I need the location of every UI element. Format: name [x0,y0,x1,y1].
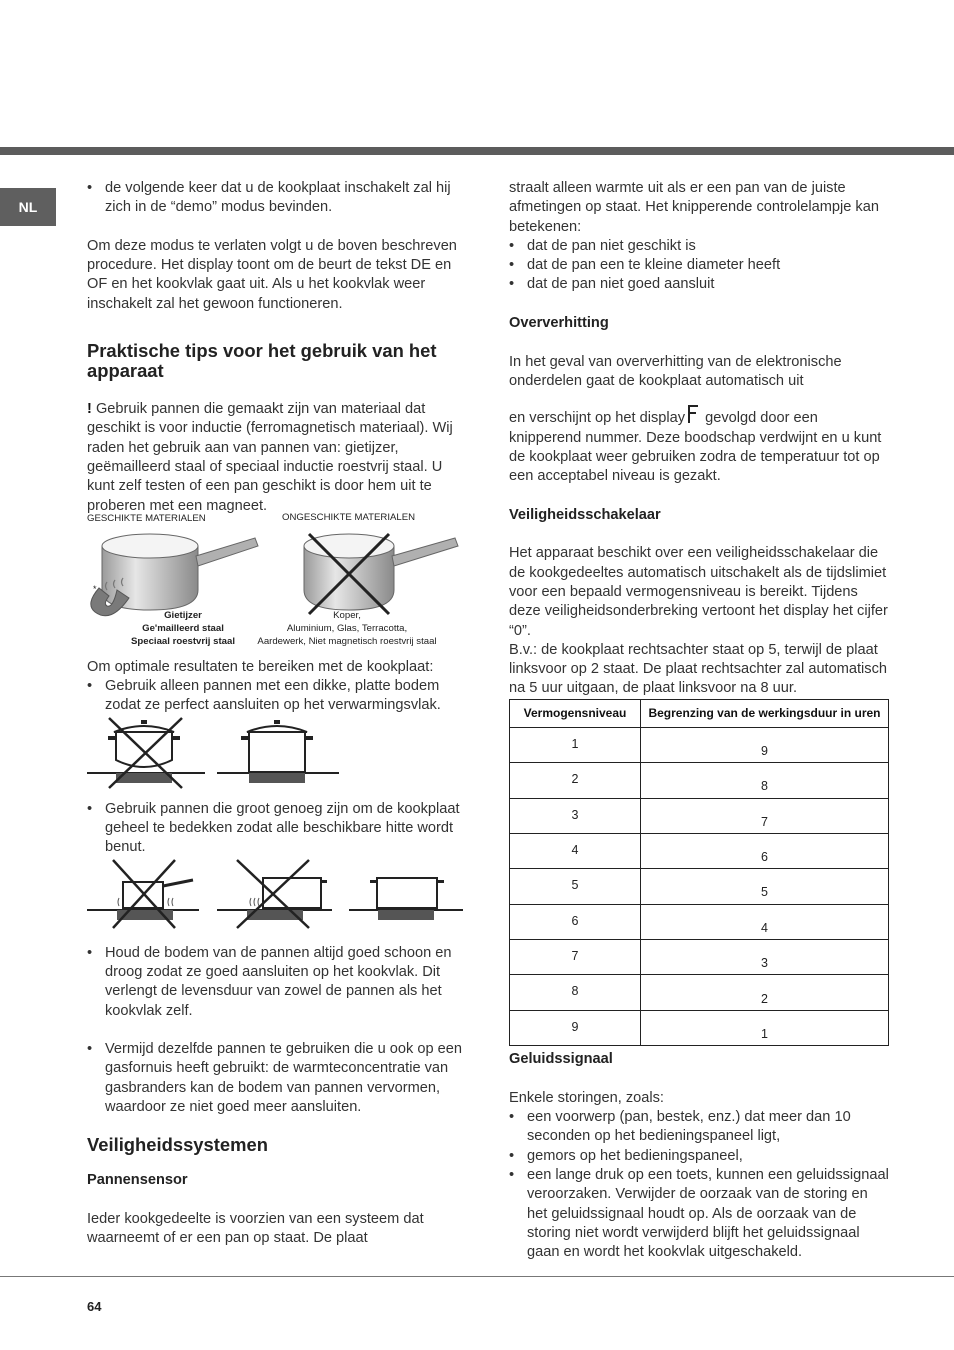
suitable-item: Ge'mailleerd staal [142,622,224,634]
suitable-item: Gietijzer [164,609,202,621]
safety-switch-heading: Veiligheidsschakelaar [509,506,661,523]
table-header-row [510,699,889,727]
power-level-cell: 7 [510,940,641,975]
power-level-cell: 2 [510,763,641,798]
tips-intro [87,400,467,516]
demo-exit-paragraph: Om deze modus te verlaten volgt u de boven beschreven procedure. Het display toont om de beurt de tekst DE en OF en het kookvlak gaat uit. Als u het kookvlak weer inschakelt zal het gewoon functioneren. [87,237,457,312]
materials-figure [87,511,467,658]
overheat-display-pre: en verschijnt op het display [509,410,686,427]
warning-mark: ! [87,401,92,418]
optimal-intro: Om optimale resultaten te bereiken met de kookplaat: [87,658,434,675]
table-row [510,1010,889,1045]
language-tab: NL [0,188,56,226]
sensor-bullet: • dat de pan niet goed aansluit [509,275,889,294]
duration-hours-cell: 2 [641,975,889,1010]
table-header-cell: Vermogensniveau [510,699,641,727]
overheat-heading: Oververhitting [509,315,609,332]
pan-size-bullet: • Gebruik pannen die groot genoeg zijn om de kookplaat geheel te bedekken zodat alle beschikbare hitte wordt benut. [87,800,467,858]
power-level-cell: 6 [510,904,641,939]
power-limit-table [509,699,889,1047]
asterisk-label: * [93,583,97,594]
table-row [510,940,889,975]
suitable-materials-list [123,609,243,648]
right-column [509,179,889,1263]
header-bar [0,147,954,155]
unsuitable-item: Koper, [333,609,361,621]
duration-hours-cell: 1 [641,1010,889,1045]
table-row [510,798,889,833]
safety-heading: Veiligheidssystemen [87,1134,268,1156]
power-level-cell: 5 [510,869,641,904]
sensor-continued: straalt alleen warmte uit als er een pan van de juiste afmetingen op staat. Het knipperende controlelampje kan betekenen: [509,180,879,235]
sound-intro: Enkele storingen, zoals: [509,1089,664,1106]
safety-switch-text: Het apparaat beschikt over een veiligheidsschakelaar die de kookgedeeltes automatisch uitschakelt als de tijdslimiet voor een bepaald vermogensniveau is bereikt. Tijdens deze veiligheidsonderbreking vertoont het display het cijfer “0”. [509,545,888,639]
duration-hours-cell: 9 [641,727,889,762]
unsuitable-item: Aluminium, Glas, Terracotta, [286,622,408,634]
table-body [510,727,889,1046]
duration-hours-cell: 3 [641,940,889,975]
unsuitable-materials-list [247,609,447,648]
sound-bullet: • een lange druk op een toets, kunnen een geluidssignaal veroorzaken. Verwijder de oorzaak van de storing en het geluidssignaal houdt op. Als de oorzaak van de storing niet wordt verwijderd blijft het geluidssignaal gaan en wordt het kookvlak uitgeschakeld. [509,1166,889,1262]
unsuitable-materials-label: ONGESCHIKTE MATERIALEN [282,511,416,523]
duration-hours-cell: 8 [641,763,889,798]
flat-bottom-figure [87,716,467,790]
power-level-cell: 4 [510,833,641,868]
sound-bullet: • een voorwerp (pan, bestek, enz.) dat meer dan 10 seconden op het bedieningspaneel ligt, [509,1108,889,1147]
power-level-cell: 9 [510,1010,641,1045]
duration-hours-cell: 5 [641,869,889,904]
tips-heading: Praktische tips voor het gebruik van het apparaat [87,340,437,382]
footer-rule [0,1276,954,1277]
tips-intro-text: Gebruik pannen die gemaakt zijn van materiaal dat geschikt is voor inductie (ferromagnetisch materiaal). Wij raden het gebruik aan van pannen van: gietijzer, geëmailleerd staal of speciaal inductie roestvrij staal. U kunt zelf testen of een pan geschikt is door hem uit te proberen met een magneet. [87,401,453,514]
power-level-cell: 8 [510,975,641,1010]
table-row [510,833,889,868]
sound-bullet: • gemors op het bedieningspaneel, [509,1147,889,1166]
page-number: 64 [87,1299,102,1314]
duration-hours-cell: 4 [641,904,889,939]
gas-pans-bullet: • Vermijd dezelfde pannen te gebruiken die u ook op een gasfornuis heeft gebruikt: de warmteconcentratie van gasbranders kan de bodem van pannen vervormen, waardoor ze niet goed meer aansluiten. [87,1040,467,1117]
unsuitable-item: Aardewerk, Niet magnetisch roestvrij staal [257,635,437,647]
pan-sensor-heading: Pannensensor [87,1172,188,1189]
left-column [87,179,467,1249]
sound-heading: Geluidssignaal [509,1051,613,1068]
sensor-bullet: • dat de pan niet geschikt is [509,237,889,256]
overheat-display-post: gevolgd door een knipperend nummer. Deze boodschap verdwijnt en u kunt de kookplaat weer gebruiken zodra de temperatuur tot op een acceptabel niveau is gezakt. [509,410,882,485]
pan-size-figure [87,858,467,932]
pan-sensor-text: Ieder kookgedeelte is voorzien van een systeem dat waarneemt of er een pan op staat. De plaat [87,1210,424,1247]
table-row [510,763,889,798]
display-f-icon [687,404,699,424]
table-row [510,975,889,1010]
flat-bottom-bullet: • Gebruik alleen pannen met een dikke, platte bodem zodat ze perfect aansluiten op het verwarmingsvlak. [87,677,467,716]
suitable-item: Speciaal roestvrij staal [131,635,235,647]
table-row [510,727,889,762]
sensor-bullet: • dat de pan een te kleine diameter heeft [509,256,889,275]
clean-bottom-bullet: • Houd de bodem van de pannen altijd goed schoon en droog zodat ze goed aansluiten op het kookvlak. Dit verlengt de levensduur van zowel de pannen als het kookvlak zelf. [87,944,467,1021]
suitable-materials-label: GESCHIKTE MATERIALEN [87,512,206,524]
duration-hours-cell: 6 [641,833,889,868]
overheat-display-text [509,404,889,486]
power-level-cell: 3 [510,798,641,833]
power-level-cell: 1 [510,727,641,762]
table-row [510,869,889,904]
table-row [510,904,889,939]
demo-bullet: • de volgende keer dat u de kookplaat inschakelt zal hij zich in de “demo” modus bevinden. [87,179,467,218]
overheat-text: In het geval van oververhitting van de elektronische onderdelen gaat de kookplaat automatisch uit [509,353,842,389]
duration-hours-cell: 7 [641,798,889,833]
safety-switch-example: B.v.: de kookplaat rechtsachter staat op 5, terwijl de plaat linksvoor op 2 staat. De plaat rechtsachter zal automatisch na 5 uur uitgaan, de plaat linksvoor na 8 uur. [509,641,888,697]
table-header-cell: Begrenzing van de werkingsduur in uren [641,699,889,727]
